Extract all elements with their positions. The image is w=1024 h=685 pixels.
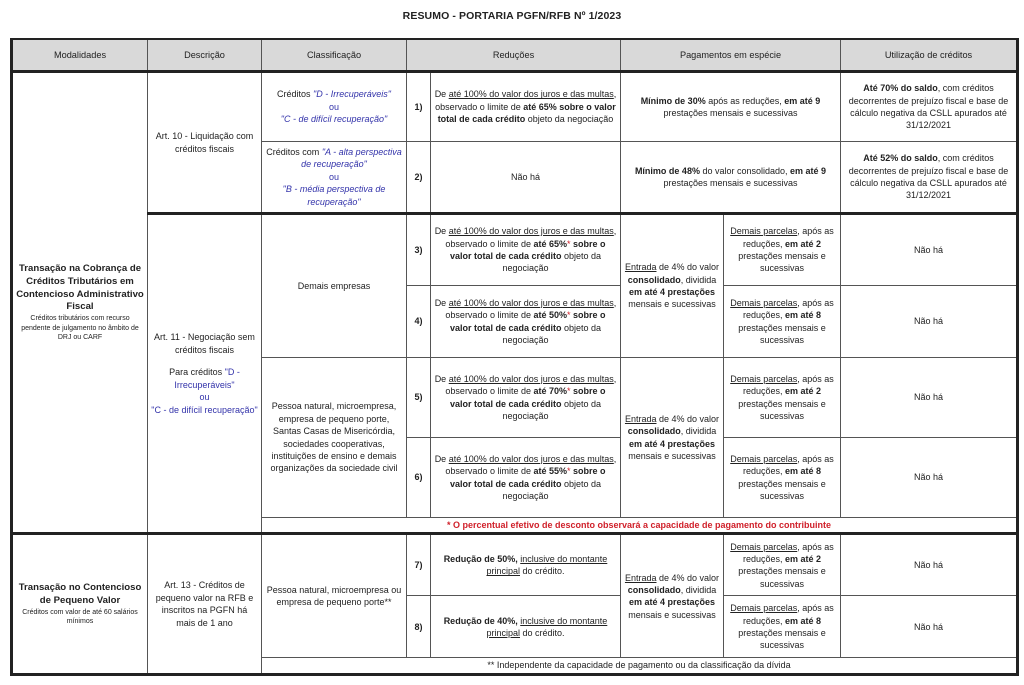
- text-fragment: Demais parcelas: [730, 373, 798, 384]
- text-fragment: objeto da negociação: [502, 251, 602, 274]
- text-fragment: Créditos com: [266, 146, 322, 157]
- creditos-cell: Não há: [841, 358, 1018, 438]
- text-fragment: , após as reduções,: [742, 226, 834, 249]
- classificacao-demais-empresas: Demais empresas: [262, 214, 407, 358]
- text-fragment: , observado o limite de: [445, 226, 617, 249]
- entrada-cell: [621, 214, 724, 358]
- note-double-star: ** Independente da capacidade de pagamento ou da classificação da dívida: [262, 658, 1018, 674]
- text-fragment: em até 2: [785, 386, 822, 397]
- row-number: 7): [407, 534, 431, 596]
- text-fragment: Créditos: [277, 89, 314, 100]
- text-fragment: prestações mensais e sucessivas: [738, 627, 826, 651]
- text-fragment: mensais e sucessivas: [628, 609, 716, 620]
- demais-parcelas-cell: [724, 286, 841, 358]
- text-fragment: em até 8: [785, 466, 822, 477]
- text-fragment: *: [567, 310, 571, 321]
- text-fragment: sobre o valor total de cada crédito: [437, 101, 616, 125]
- text-fragment: Demais parcelas: [730, 226, 798, 237]
- text-fragment: "D - Irrecuperáveis": [174, 367, 240, 390]
- row-number: 5): [407, 358, 431, 438]
- text-fragment: prestações mensais e sucessivas: [663, 178, 798, 188]
- text-fragment: 55%: [549, 466, 568, 477]
- creditos-cell: Não há: [841, 534, 1018, 596]
- text-fragment: 65%: [549, 238, 568, 249]
- reducao-cell: [431, 534, 621, 596]
- text-fragment: mensais e sucessivas: [628, 450, 716, 461]
- text-fragment: do crédito.: [520, 566, 565, 577]
- header-row: [12, 39, 1018, 72]
- text-fragment: prestações mensais e sucessivas: [738, 398, 826, 421]
- text-fragment: prestações mensais e sucessivas: [738, 478, 826, 501]
- text-fragment: de 4% do valor: [656, 262, 720, 273]
- text-fragment: Mínimo de 48%: [634, 165, 700, 176]
- text-fragment: De: [434, 373, 449, 384]
- reducao-cell: [431, 214, 621, 286]
- text-fragment: em até 4 prestações: [628, 438, 716, 449]
- row-number: 3): [407, 214, 431, 286]
- text-fragment: ou: [328, 101, 339, 112]
- table-row: [12, 214, 1018, 286]
- reducao-cell: [431, 358, 621, 438]
- text-fragment: em até 2: [785, 238, 822, 249]
- demais-parcelas-cell: [724, 596, 841, 658]
- row-number: 8): [407, 596, 431, 658]
- text-fragment: Até 52% do saldo: [863, 153, 938, 164]
- descricao-art10: Art. 10 - Liquidação com créditos fiscais: [148, 72, 262, 214]
- pagamento-cell: [621, 142, 841, 214]
- text-fragment: , observado o limite de: [445, 297, 617, 321]
- text-fragment: em até 8: [785, 310, 822, 321]
- text-fragment: De: [434, 226, 449, 237]
- text-fragment: , após as reduções,: [742, 541, 834, 564]
- text-fragment: , após as reduções,: [742, 297, 834, 321]
- row-number: 6): [407, 438, 431, 518]
- table-row: [12, 72, 1018, 142]
- text-fragment: ou: [328, 171, 339, 182]
- text-fragment: em até 9: [790, 165, 827, 176]
- text-fragment: *: [567, 466, 571, 477]
- descricao-art11: [148, 214, 262, 534]
- demais-parcelas-cell: [724, 534, 841, 596]
- modalidade-pequeno-valor: [12, 534, 148, 674]
- text-fragment: inclusive do montante principal: [486, 554, 608, 577]
- entrada-cell: [621, 358, 724, 518]
- text-fragment: Demais parcelas: [730, 541, 798, 552]
- reducao-cell: Não há: [431, 142, 621, 214]
- class-d-label: "D - Irrecuperáveis": [313, 89, 391, 100]
- header-descricao: Descrição: [148, 39, 262, 72]
- creditos-cell: Não há: [841, 596, 1018, 658]
- summary-table: [10, 38, 1019, 676]
- text-fragment: *: [567, 386, 571, 397]
- text-fragment: do valor consolidado,: [699, 165, 791, 176]
- entrada-cell: [621, 534, 724, 658]
- text-fragment: até 100% do valor dos juros e das multas: [448, 373, 614, 384]
- header-pagamentos: Pagamentos em espécie: [621, 39, 841, 72]
- text-fragment: , dividida: [680, 426, 717, 437]
- classificacao-d-c: [262, 72, 407, 142]
- creditos-cell: [841, 72, 1018, 142]
- text-fragment: após as reduções,: [705, 95, 785, 106]
- modalidade-subtitle: Créditos com valor de até 60 salários mínimos: [22, 608, 138, 626]
- text-fragment: 70%: [549, 386, 568, 397]
- table-row: [12, 534, 1018, 596]
- text-fragment: Entrada: [624, 262, 657, 273]
- row-number: 2): [407, 142, 431, 214]
- classificacao-a-b: [262, 142, 407, 214]
- text-fragment: até 100% do valor dos juros e das multas: [448, 226, 614, 237]
- reducao-cell: [431, 596, 621, 658]
- text-fragment: inclusive do montante principal: [486, 615, 608, 638]
- modalidade-title: Transação na Cobrança de Créditos Tributários em Contencioso Administrativo Fiscal: [16, 262, 144, 313]
- text-fragment: , após as reduções,: [742, 453, 834, 477]
- text-fragment: até 100% do valor dos juros e das multas: [448, 297, 614, 308]
- text-fragment: até 100% do valor dos juros e das multas: [448, 453, 614, 464]
- classificacao-pessoa-natural: Pessoa natural, microempresa, empresa de pequeno porte, Santas Casas de Misericórdia, sociedades cooperativas, instituições de ensino e demais organizações da sociedade civil: [262, 358, 407, 518]
- demais-parcelas-cell: [724, 214, 841, 286]
- header-modalidades: Modalidades: [12, 39, 148, 72]
- text-fragment: Demais parcelas: [730, 297, 798, 308]
- text-fragment: do crédito.: [520, 627, 565, 638]
- text-fragment: em até 4 prestações: [628, 287, 716, 297]
- demais-parcelas-cell: [724, 438, 841, 518]
- text-fragment: consolidado: [627, 426, 681, 437]
- text-fragment: , observado o limite de: [445, 453, 617, 477]
- text-fragment: em até 9: [784, 95, 821, 106]
- text-fragment: 50%: [549, 310, 568, 321]
- classificacao-pessoa-natural-pv: Pessoa natural, microempresa ou empresa de pequeno porte**: [262, 534, 407, 658]
- text-fragment: prestações mensais e sucessivas: [738, 251, 826, 274]
- text-fragment: até: [533, 238, 549, 249]
- text-fragment: *: [567, 238, 571, 249]
- class-c-label: "C - de difícil recuperação": [280, 114, 388, 125]
- demais-parcelas-cell: [724, 358, 841, 438]
- text-fragment: , dividida: [680, 585, 717, 595]
- creditos-cell: Não há: [841, 214, 1018, 286]
- note-star: * O percentual efetivo de desconto observará a capacidade de pagamento do contribuinte: [262, 518, 1018, 534]
- text-fragment: prestações mensais e sucessivas: [663, 108, 798, 118]
- text-fragment: Redução de 50%,: [443, 554, 518, 564]
- text-fragment: Até 70% do saldo: [863, 83, 938, 94]
- text-fragment: , observado o limite de: [435, 89, 617, 112]
- text-fragment: Para créditos: [169, 367, 225, 378]
- text-fragment: objeto da negociação: [502, 322, 602, 345]
- text-fragment: , após as reduções,: [742, 603, 834, 626]
- class-b-label: "B - média perspectiva de recuperação": [282, 184, 386, 207]
- text-fragment: , com créditos decorrentes de prejuízo fiscal e base de cálculo negativa da CSLL apurados até 31/12/2021: [848, 83, 1009, 131]
- modalidade-subtitle: Créditos tributários com recurso pendente de julgamento no âmbito de DRJ ou CARF: [21, 315, 139, 342]
- text-fragment: até: [533, 310, 549, 321]
- page-title: RESUMO - PORTARIA PGFN/RFB Nº 1/2023: [402, 10, 622, 22]
- text-fragment: ou: [199, 392, 210, 403]
- text-fragment: Entrada: [624, 572, 657, 583]
- text-fragment: "C - de difícil recuperação": [151, 404, 258, 415]
- text-fragment: sobre o valor total de cada crédito: [449, 466, 606, 489]
- text-fragment: Demais parcelas: [730, 603, 798, 614]
- header-utilizacao: Utilização de créditos: [841, 39, 1018, 72]
- reducao-cell: [431, 72, 621, 142]
- text-fragment: consolidado: [627, 585, 681, 595]
- modalidade-contencioso-administrativo: [12, 72, 148, 534]
- text-fragment: em até 2: [785, 554, 822, 564]
- reducao-cell: [431, 286, 621, 358]
- text-fragment: em até 4 prestações: [628, 597, 716, 608]
- text-fragment: prestações mensais e sucessivas: [738, 322, 826, 345]
- text-fragment: Art. 11 - Negociação sem créditos fiscais: [154, 332, 255, 355]
- text-fragment: prestações mensais e sucessivas: [738, 566, 826, 589]
- creditos-cell: Não há: [841, 438, 1018, 518]
- pagamento-cell: [621, 72, 841, 142]
- modalidade-title: Transação no Contencioso de Pequeno Valor: [18, 581, 142, 606]
- text-fragment: De: [434, 453, 449, 464]
- text-fragment: 65%: [538, 101, 557, 112]
- text-fragment: sobre o valor total de cada crédito: [449, 310, 606, 333]
- text-fragment: objeto da negociação: [502, 478, 602, 501]
- row-number: 1): [407, 72, 431, 142]
- row-number: 4): [407, 286, 431, 358]
- descricao-art13: Art. 13 - Créditos de pequeno valor na RFB e inscritos na PGFN há mais de 1 ano: [148, 534, 262, 674]
- text-fragment: mensais e sucessivas: [628, 299, 716, 310]
- text-fragment: de 4% do valor: [656, 413, 720, 424]
- text-fragment: Redução de 40%,: [443, 615, 518, 626]
- text-fragment: , dividida: [680, 274, 717, 285]
- text-fragment: Demais parcelas: [730, 453, 798, 464]
- text-fragment: consolidado: [627, 274, 681, 285]
- text-fragment: Mínimo de 30%: [640, 95, 706, 106]
- text-fragment: De: [434, 297, 449, 308]
- text-fragment: até: [533, 386, 549, 397]
- class-a-label: "A - alta perspectiva de recuperação": [301, 146, 402, 170]
- text-fragment: , após as reduções,: [742, 373, 834, 397]
- text-fragment: até 100% do valor dos juros e das multas: [448, 89, 614, 100]
- text-fragment: objeto da negociação: [525, 114, 614, 125]
- text-fragment: , observado o limite de: [445, 373, 617, 397]
- reducao-cell: [431, 438, 621, 518]
- text-fragment: sobre o valor total de cada crédito: [449, 238, 606, 261]
- text-fragment: até: [533, 466, 549, 477]
- text-fragment: de 4% do valor: [656, 572, 720, 583]
- creditos-cell: Não há: [841, 286, 1018, 358]
- text-fragment: , com créditos decorrentes de prejuízo fiscal e base de cálculo negativa da CSLL apurados até 31/12/2021: [848, 153, 1009, 201]
- text-fragment: objeto da negociação: [502, 398, 602, 421]
- creditos-cell: [841, 142, 1018, 214]
- text-fragment: até: [523, 101, 539, 112]
- text-fragment: Entrada: [624, 413, 657, 424]
- text-fragment: sobre o valor total de cada crédito: [449, 386, 606, 409]
- header-reducoes: Reduções: [407, 39, 621, 72]
- text-fragment: De: [434, 89, 449, 100]
- header-classificacao: Classificação: [262, 39, 407, 72]
- text-fragment: em até 8: [785, 615, 822, 626]
